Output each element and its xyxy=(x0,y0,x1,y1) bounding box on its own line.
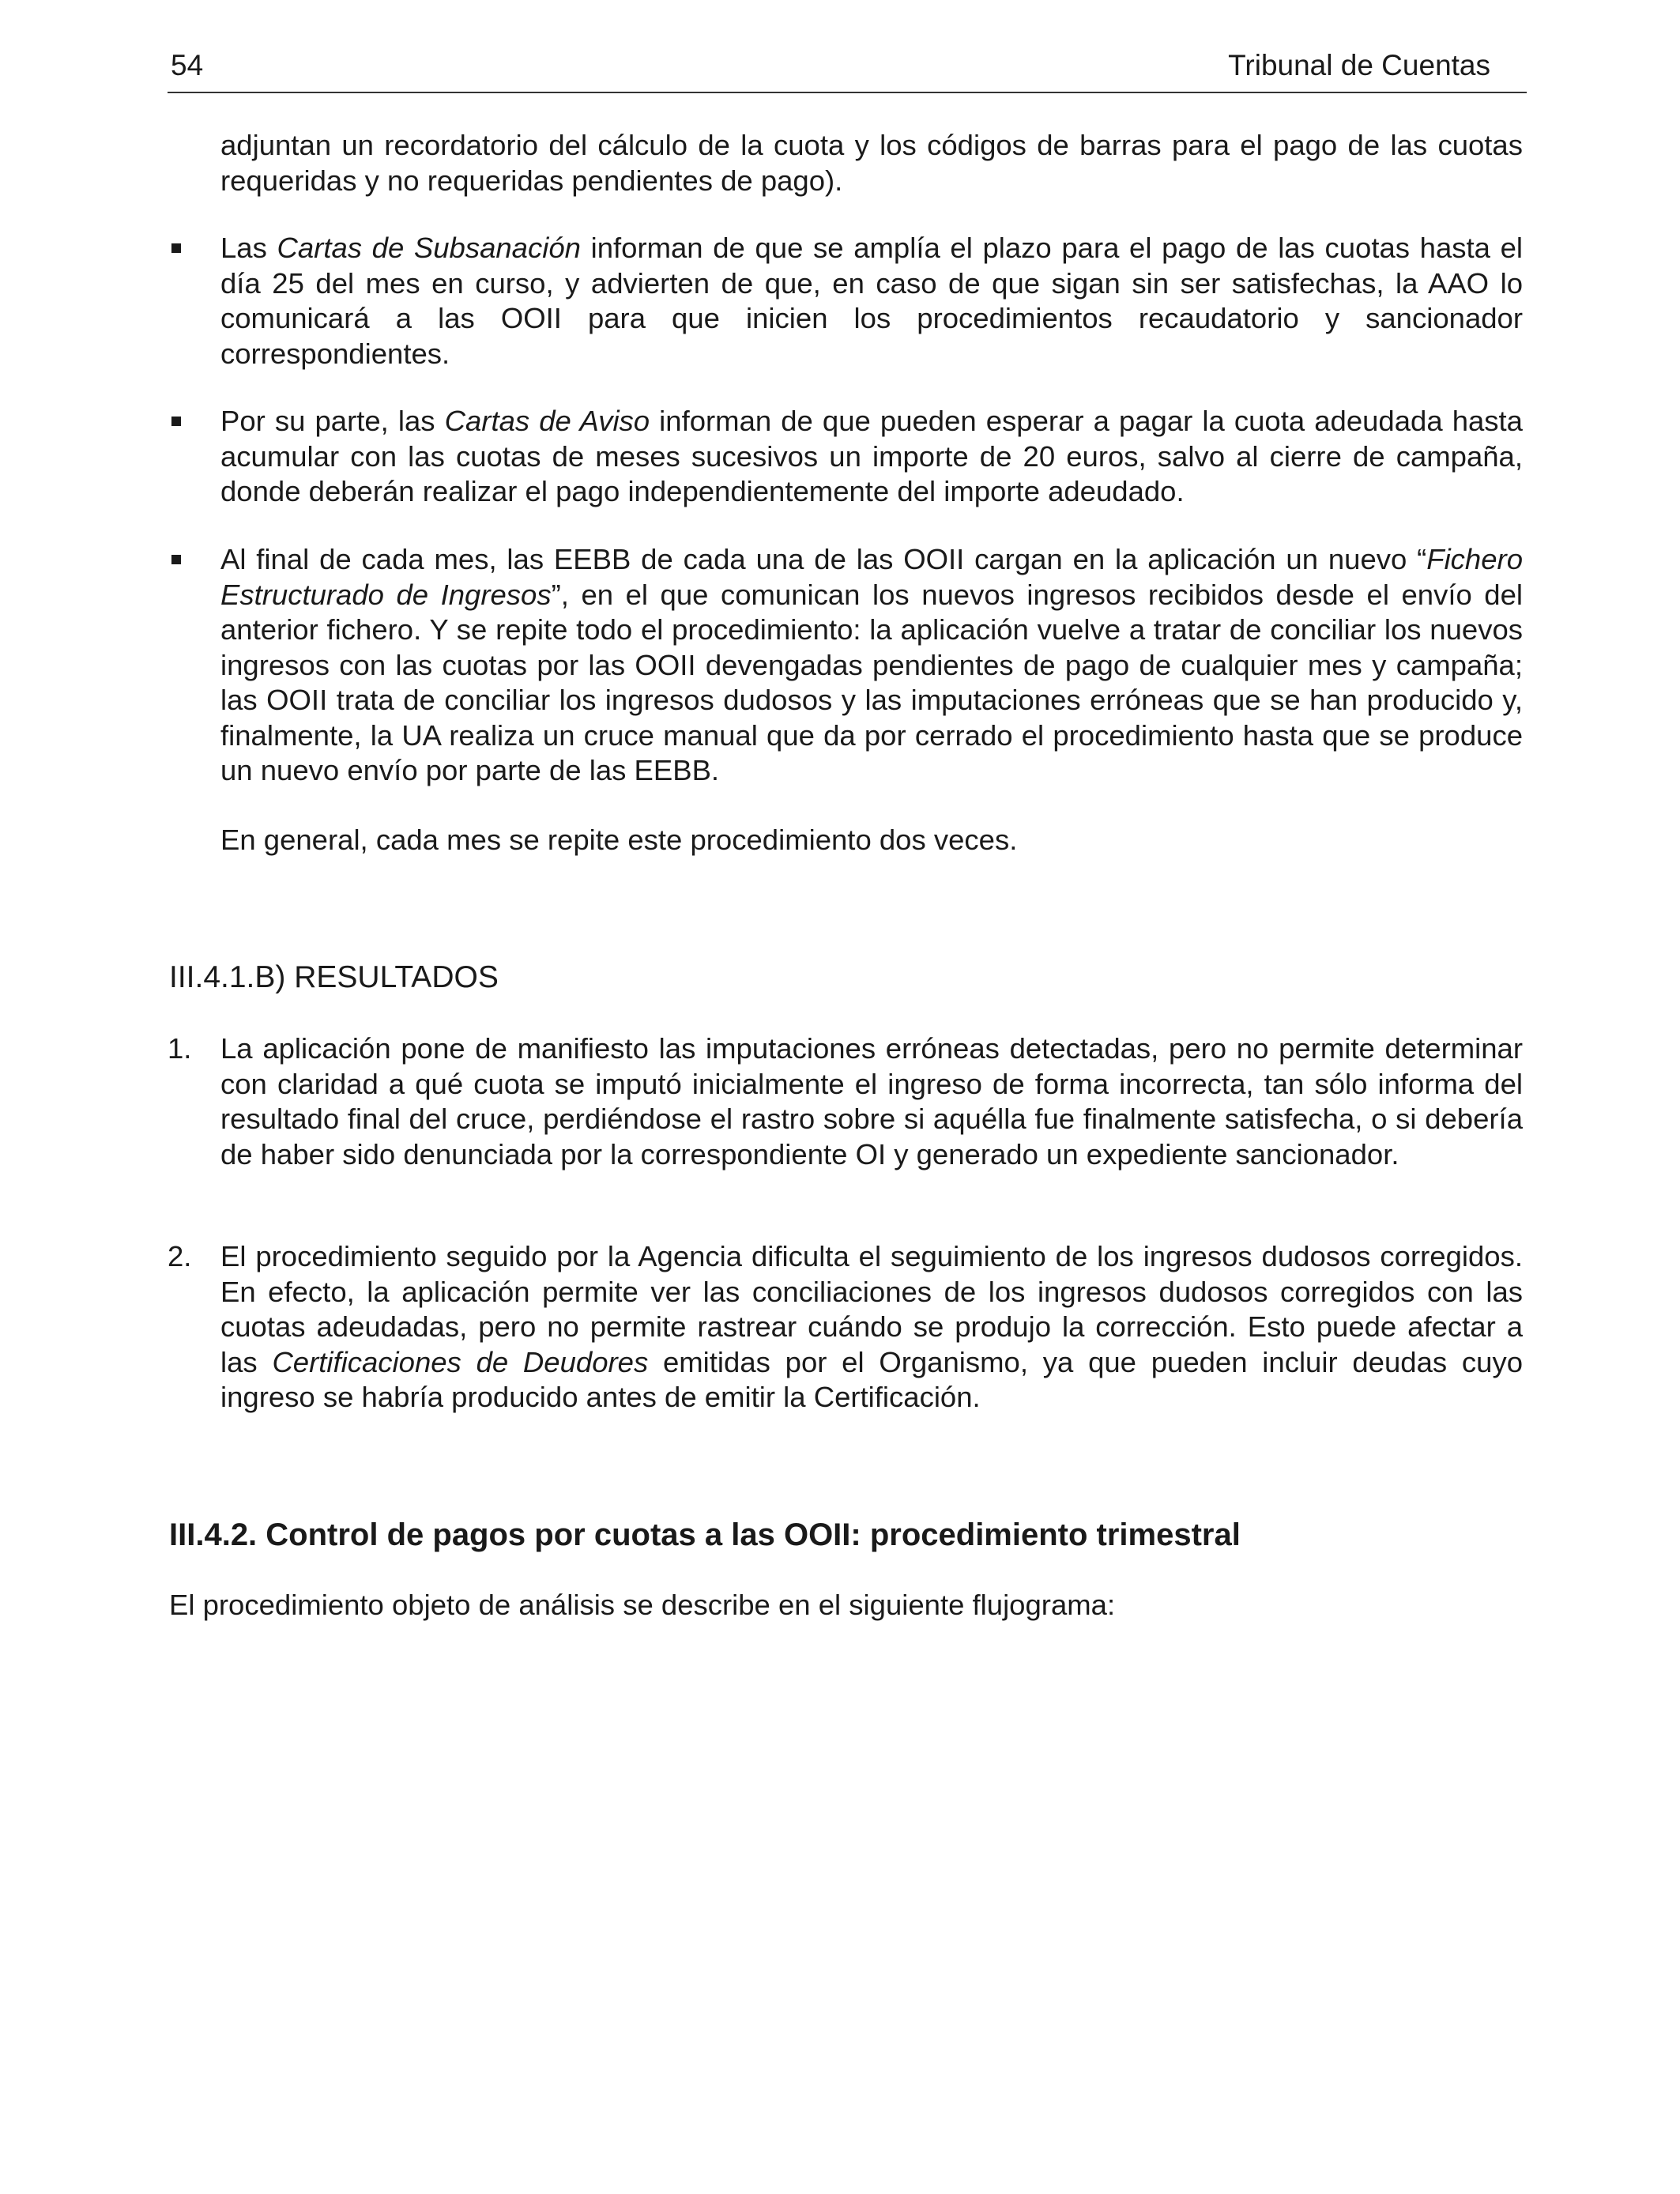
bullet-paragraph: Por su parte, las Cartas de Aviso informan de que pueden esperar a pagar la cuota adeudada hasta acumular con las cuotas de meses sucesivos un importe de 20 euros, salvo al cierre de campaña, donde deberán realizar el pago independientemente del importe adeudado. xyxy=(220,405,1523,507)
list-number: 1. xyxy=(168,1032,192,1065)
list-number: 2. xyxy=(168,1240,192,1272)
result-paragraph: El procedimiento seguido por la Agencia dificulta el seguimiento de los ingresos dudosos corregidos. En efecto, la aplicación permite ver las conciliaciones de los ingresos dudosos corregidos con las cuotas adeudadas, pero no permite rastrear cuándo se produjo la corrección. Esto puede afectar a las Certificaciones de Deudores emitidas por el Organismo, ya que pueden incluir deudas cuyo ingreso se habría producido antes de emitir la Certificación. xyxy=(220,1240,1523,1413)
general-note: En general, cada mes se repite este procedimiento dos veces. xyxy=(220,824,1018,856)
continuation-paragraph: adjuntan un recordatorio del cálculo de la cuota y los códigos de barras para el pago de las cuotas requeridas y no requeridas pendientes de pago). xyxy=(220,129,1523,197)
section-heading: III.4.2. Control de pagos por cuotas a las OOII: procedimiento trimestral xyxy=(169,1517,1241,1552)
bullet-paragraph: Las Cartas de Subsanación informan de que se amplía el plazo para el pago de las cuotas hasta el día 25 del mes en curso, y advierten de que, en caso de que sigan sin ser satisfechas, la AAO lo comunicará a las OOII para que inicien los procedimientos recaudatorio y sancionador correspondientes. xyxy=(220,232,1524,370)
page-header xyxy=(168,47,1527,93)
bullet-marker xyxy=(171,417,181,426)
intro-paragraph: El procedimiento objeto de análisis se describe en el siguiente flujograma: xyxy=(169,1589,1116,1621)
page-number: 54 xyxy=(171,49,204,81)
bullet-marker xyxy=(171,243,181,253)
results-heading: III.4.1.B) RESULTADOS xyxy=(169,960,499,994)
running-title: Tribunal de Cuentas xyxy=(1228,49,1490,81)
result-paragraph: La aplicación pone de manifiesto las imputaciones erróneas detectadas, pero no permite determinar con claridad a qué cuota se imputó inicialmente el ingreso de forma incorrecta, tan sólo informa del resultado final del cruce, perdiéndose el rastro sobre si aquélla fue finalmente satisfecha, o si debería de haber sido denunciada por la correspondiente OI y generado un expediente sancionador. xyxy=(220,1032,1523,1171)
bullet-paragraph: Al final de cada mes, las EEBB de cada una de las OOII cargan en la aplicación un nuevo “Fichero Estructurado de Ingresos”, en el que comunican los nuevos ingresos recibidos desde el envío del anterior fichero. Y se repite todo el procedimiento: la aplicación vuelve a tratar de conciliar los nuevos ingresos con las cuotas por las OOII devengadas pendientes de pago de cualquier mes y campaña; las OOII trata de conciliar los ingresos dudosos y las imputaciones erróneas que se han producido y, finalmente, la UA realiza un cruce manual que da por cerrado el procedimiento hasta que se produce un nuevo envío por parte de las EEBB. xyxy=(220,543,1523,786)
bullet-marker xyxy=(171,555,181,564)
